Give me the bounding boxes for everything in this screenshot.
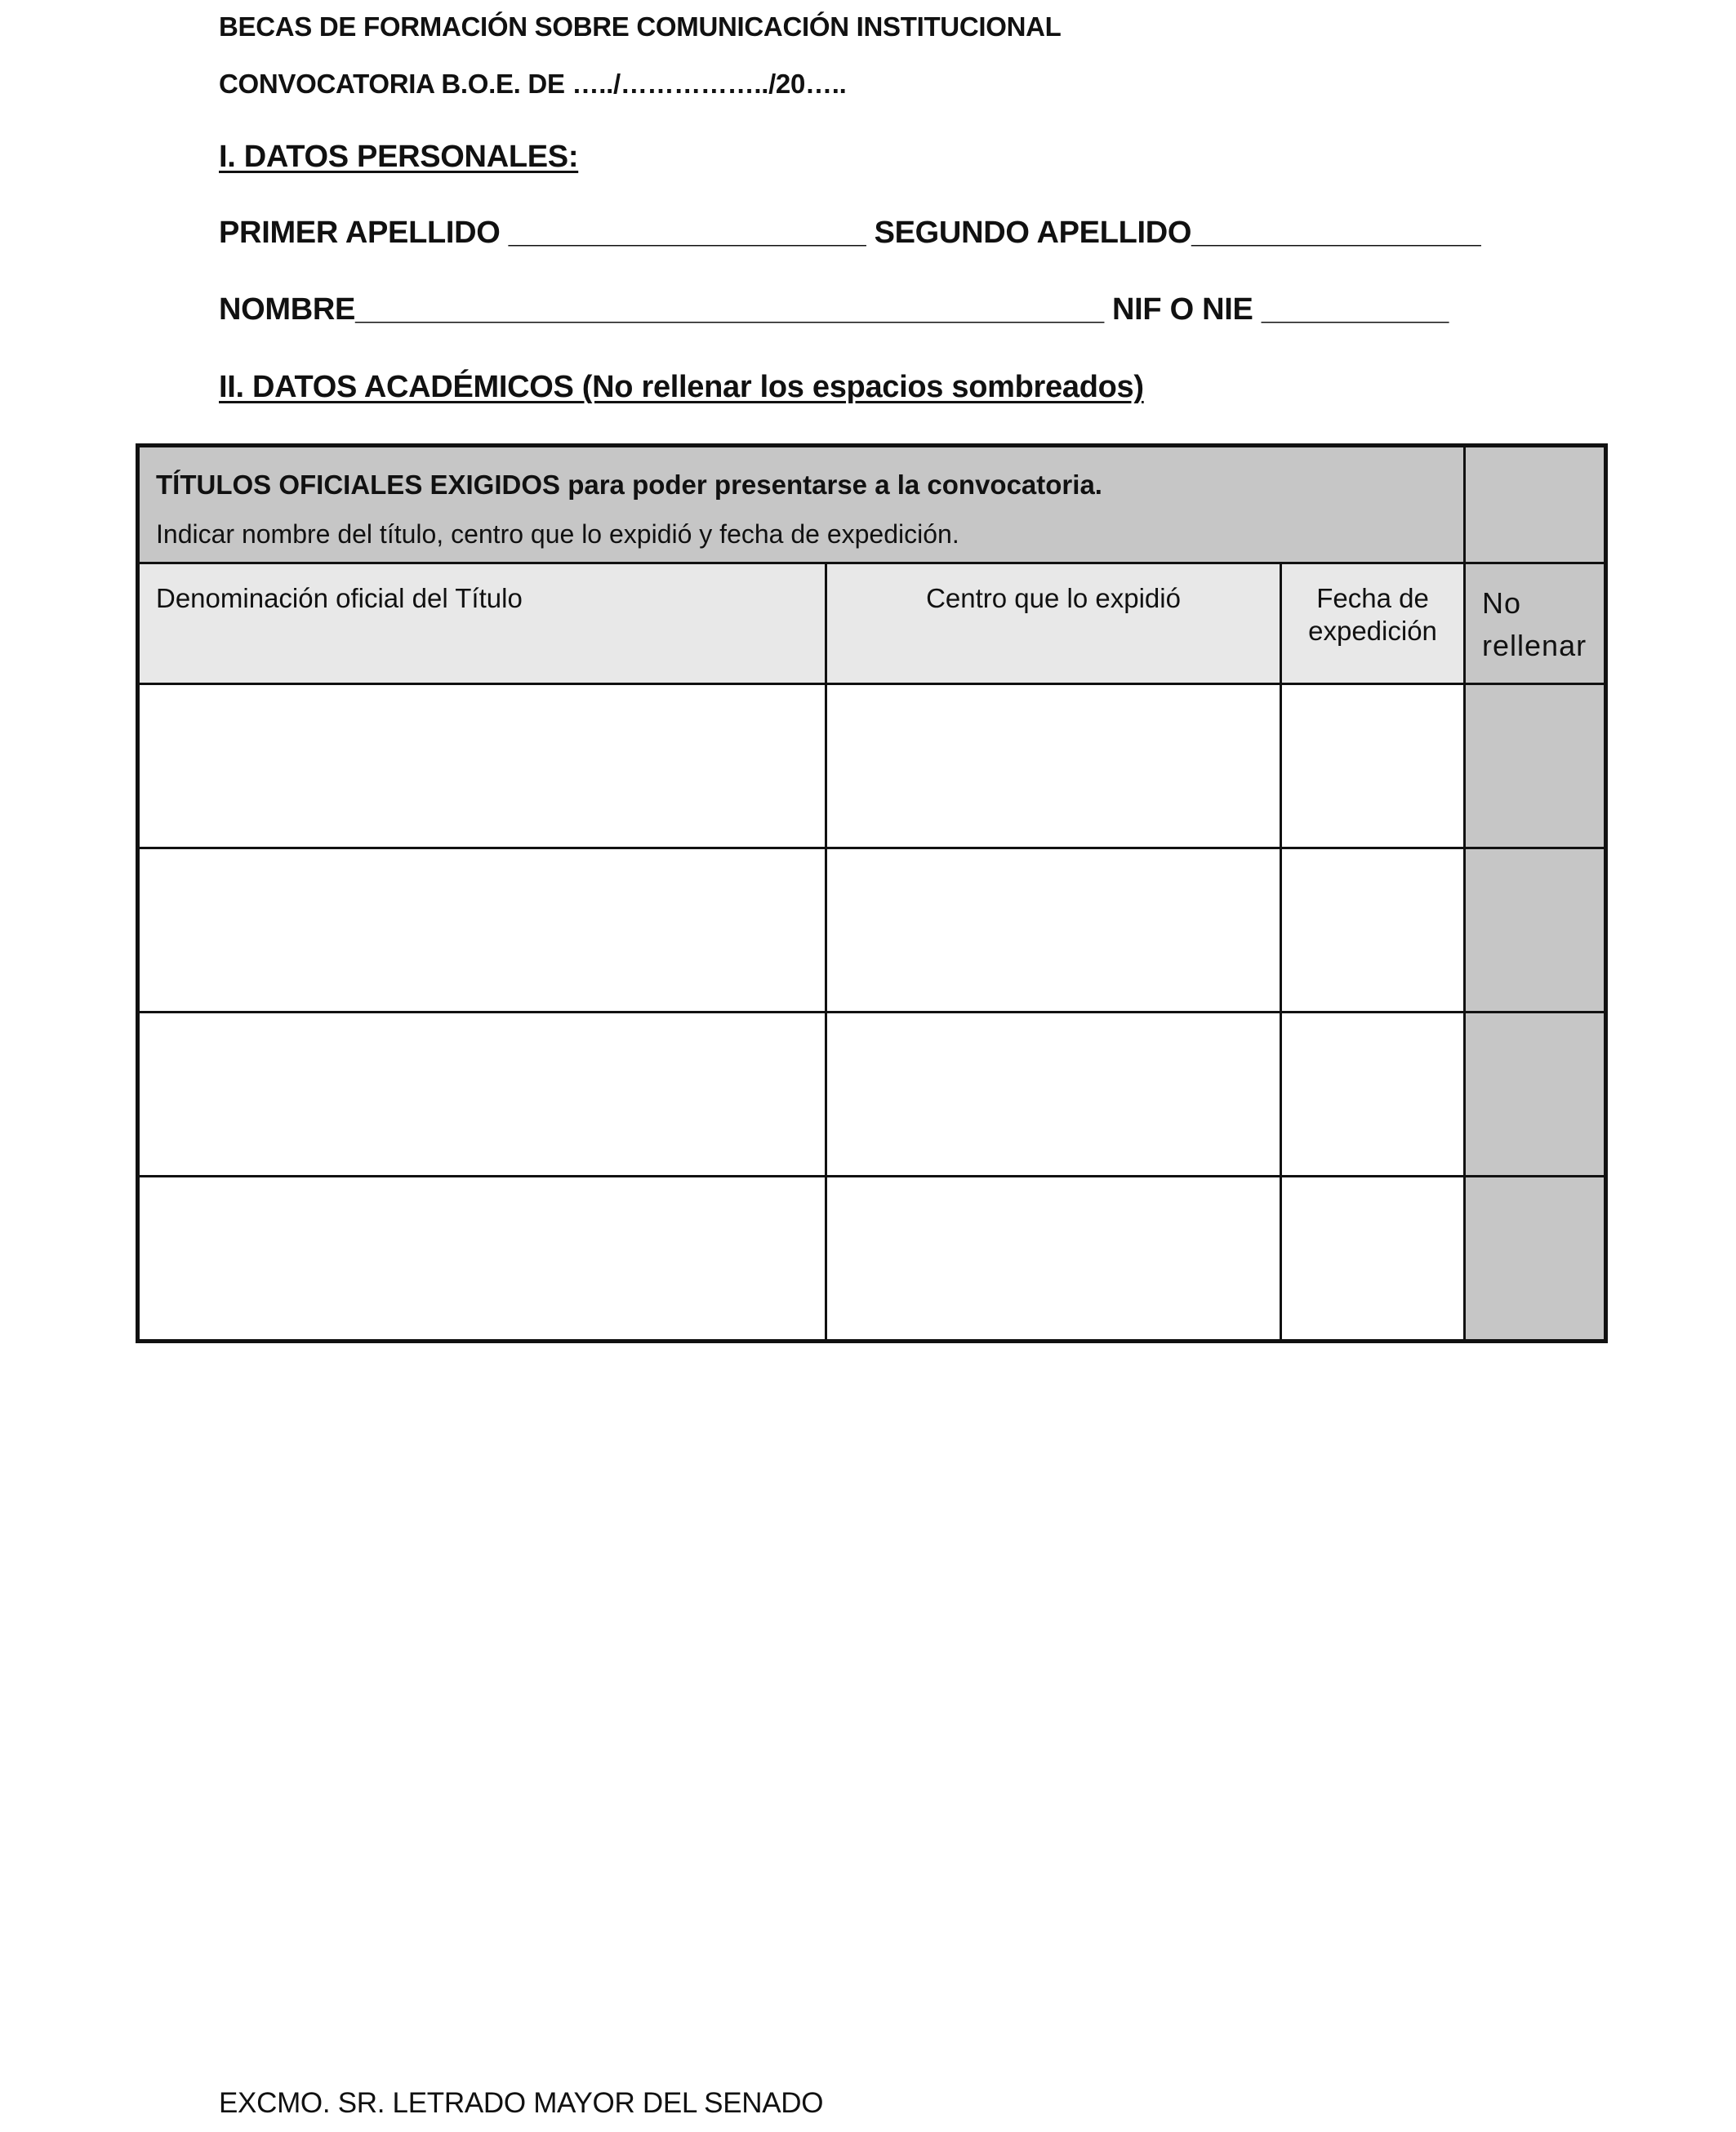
table-caption — [138, 446, 1465, 563]
table-row — [138, 1013, 1606, 1177]
issuing-center-cell[interactable] — [826, 1177, 1281, 1342]
title-name-cell[interactable] — [138, 1013, 826, 1177]
titles-table — [136, 443, 1608, 1343]
issue-date-cell[interactable] — [1281, 684, 1465, 848]
col-header-do-not-fill: No rellenar — [1465, 563, 1606, 684]
column-header-row — [138, 563, 1606, 684]
form-title: BECAS DE FORMACIÓN SOBRE COMUNICACIÓN INSTITUCIONAL — [219, 11, 1062, 42]
issue-date-cell[interactable] — [1281, 848, 1465, 1013]
issuing-center-cell[interactable] — [826, 1013, 1281, 1177]
shaded-cell — [1465, 1177, 1606, 1342]
issue-date-cell[interactable] — [1281, 1177, 1465, 1342]
table-caption-row — [138, 446, 1606, 563]
title-name-cell[interactable] — [138, 1177, 826, 1342]
issuing-center-cell[interactable] — [826, 684, 1281, 848]
title-name-cell[interactable] — [138, 684, 826, 848]
academic-section-title: II. DATOS ACADÉMICOS (No rellenar los espacios sombreados) — [219, 370, 1144, 404]
caption-instructions: Indicar nombre del título, centro que lo expidió y fecha de expedición. — [156, 519, 959, 549]
shaded-cell — [1465, 684, 1606, 848]
issue-date-cell[interactable] — [1281, 1013, 1465, 1177]
addressee: EXCMO. SR. LETRADO MAYOR DEL SENADO — [219, 2087, 824, 2119]
convocatoria-line: CONVOCATORIA B.O.E. DE …../……………../20….. — [219, 69, 847, 99]
issuing-center-cell[interactable] — [826, 848, 1281, 1013]
table-row — [138, 848, 1606, 1013]
table-row — [138, 1177, 1606, 1342]
caption-required-titles: TÍTULOS OFICIALES EXIGIDOS para poder presentarse a la convocatoria. — [156, 470, 1102, 500]
table-row — [138, 684, 1606, 848]
col-header-issue-date: Fecha de expedición — [1281, 563, 1465, 684]
personal-section-title: I. DATOS PERSONALES: — [219, 140, 579, 174]
surnames-field-line[interactable]: PRIMER APELLIDO _____________________ SEGUNDO APELLIDO_________________ — [219, 216, 1481, 250]
shaded-cell — [1465, 1013, 1606, 1177]
name-nif-field-line[interactable]: NOMBRE____________________________________________ NIF O NIE ___________ — [219, 292, 1449, 327]
title-name-cell[interactable] — [138, 848, 826, 1013]
col-header-issuing-center: Centro que lo expidió — [826, 563, 1281, 684]
shaded-cell — [1465, 446, 1606, 563]
col-header-title-name: Denominación oficial del Título — [138, 563, 826, 684]
shaded-cell — [1465, 848, 1606, 1013]
